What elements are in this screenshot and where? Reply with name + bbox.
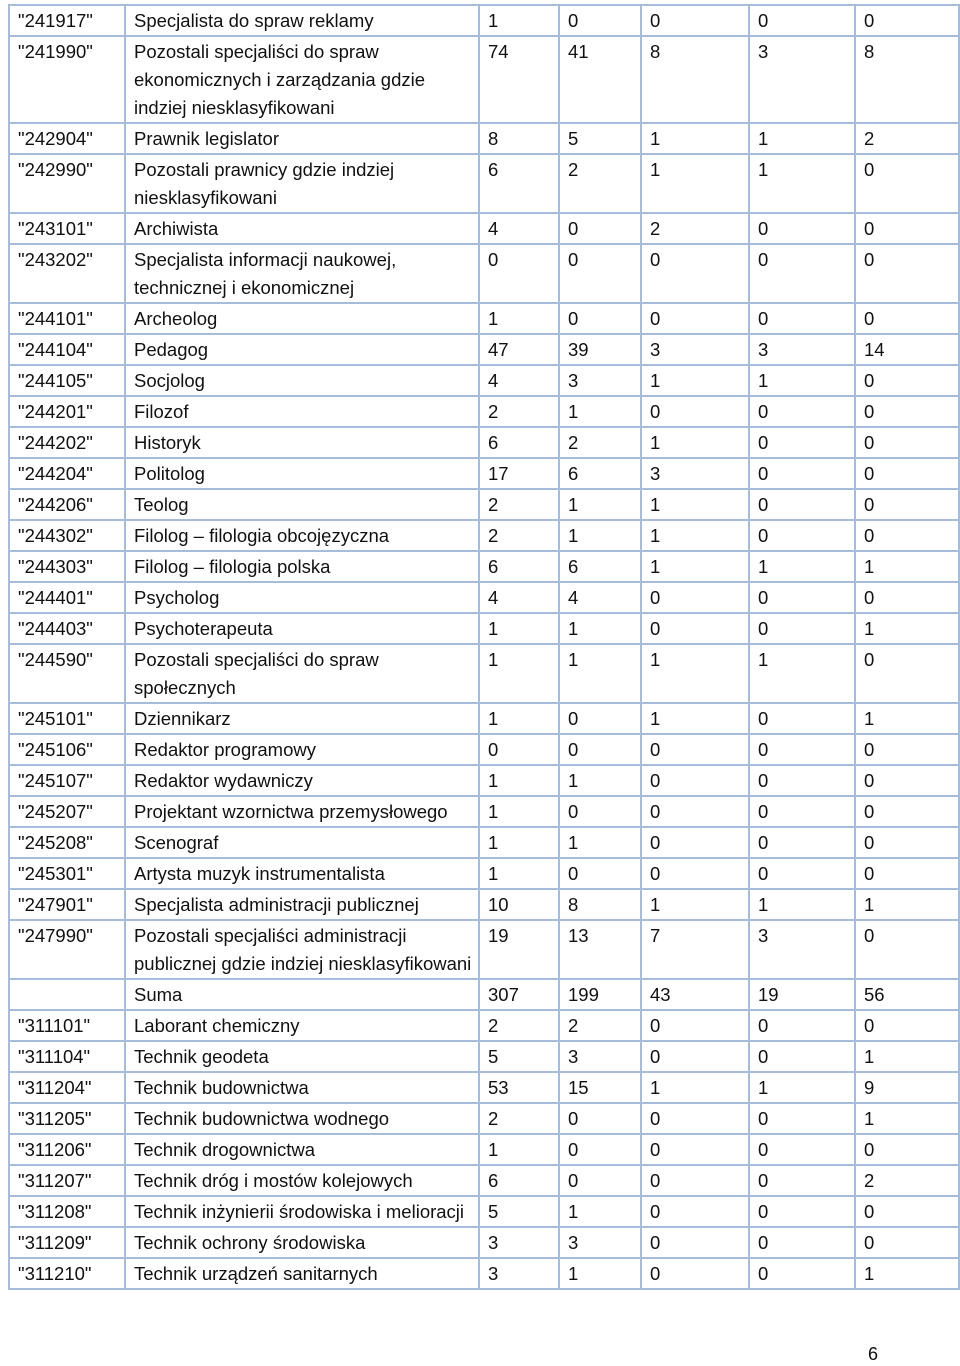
value-cell-col2: 41 <box>559 36 641 123</box>
occupation-code-cell: "244303" <box>9 551 125 582</box>
value-cell-col4: 1 <box>749 365 855 396</box>
table-row <box>9 365 959 396</box>
value-cell-col2: 3 <box>559 1041 641 1072</box>
value-cell-col3: 3 <box>641 334 749 365</box>
occupation-name-cell: Scenograf <box>125 827 479 858</box>
value-cell-col4: 0 <box>749 458 855 489</box>
value-cell-col2: 0 <box>559 858 641 889</box>
value-cell-col4: 0 <box>749 1103 855 1134</box>
value-cell-col4: 0 <box>749 703 855 734</box>
value-cell-col5: 0 <box>855 520 959 551</box>
table-row <box>9 1227 959 1258</box>
occupation-code-cell: "245101" <box>9 703 125 734</box>
value-cell-col1: 1 <box>479 827 559 858</box>
value-cell-col3: 1 <box>641 123 749 154</box>
table-row <box>9 154 959 213</box>
occupation-name-cell: Pozostali specjaliści do spraw społecznych <box>125 644 479 703</box>
table-row <box>9 582 959 613</box>
occupation-name-cell: Technik urządzeń sanitarnych <box>125 1258 479 1289</box>
value-cell-col5: 0 <box>855 458 959 489</box>
value-cell-col1: 5 <box>479 1041 559 1072</box>
value-cell-col1: 6 <box>479 1165 559 1196</box>
value-cell-col1: 307 <box>479 979 559 1010</box>
value-cell-col4: 3 <box>749 920 855 979</box>
value-cell-col1: 3 <box>479 1227 559 1258</box>
occupation-name-cell: Pozostali specjaliści do spraw ekonomicznych i zarządzania gdzie indziej niesklasyfikowani <box>125 36 479 123</box>
value-cell-col2: 0 <box>559 1165 641 1196</box>
occupation-name-cell: Archiwista <box>125 213 479 244</box>
occupation-code-cell: "311208" <box>9 1196 125 1227</box>
occupation-name-cell: Technik inżynierii środowiska i melioracji <box>125 1196 479 1227</box>
occupation-code-cell: "244105" <box>9 365 125 396</box>
value-cell-col5: 1 <box>855 551 959 582</box>
value-cell-col5: 2 <box>855 1165 959 1196</box>
value-cell-col3: 1 <box>641 644 749 703</box>
occupation-code-cell: "244302" <box>9 520 125 551</box>
value-cell-col1: 0 <box>479 244 559 303</box>
value-cell-col1: 2 <box>479 396 559 427</box>
occupation-code-cell: "243202" <box>9 244 125 303</box>
value-cell-col2: 0 <box>559 213 641 244</box>
value-cell-col3: 8 <box>641 36 749 123</box>
value-cell-col4: 1 <box>749 889 855 920</box>
value-cell-col3: 1 <box>641 489 749 520</box>
occupation-code-cell: "311206" <box>9 1134 125 1165</box>
value-cell-col4: 0 <box>749 244 855 303</box>
value-cell-col2: 1 <box>559 396 641 427</box>
occupation-name-cell: Socjolog <box>125 365 479 396</box>
value-cell-col5: 0 <box>855 827 959 858</box>
value-cell-col4: 0 <box>749 796 855 827</box>
value-cell-col3: 0 <box>641 765 749 796</box>
table-row <box>9 703 959 734</box>
value-cell-col3: 0 <box>641 858 749 889</box>
occupation-code-cell: "245107" <box>9 765 125 796</box>
table-row <box>9 1258 959 1289</box>
value-cell-col5: 1 <box>855 1103 959 1134</box>
value-cell-col1: 4 <box>479 365 559 396</box>
value-cell-col4: 0 <box>749 1134 855 1165</box>
value-cell-col1: 2 <box>479 1103 559 1134</box>
value-cell-col2: 1 <box>559 1196 641 1227</box>
table-row <box>9 613 959 644</box>
value-cell-col3: 0 <box>641 613 749 644</box>
occupation-code-cell: "241917" <box>9 5 125 36</box>
value-cell-col1: 10 <box>479 889 559 920</box>
value-cell-col3: 1 <box>641 1072 749 1103</box>
value-cell-col4: 0 <box>749 1227 855 1258</box>
value-cell-col4: 0 <box>749 520 855 551</box>
occupation-table <box>8 4 960 1290</box>
value-cell-col1: 2 <box>479 1010 559 1041</box>
value-cell-col4: 0 <box>749 489 855 520</box>
occupation-name-cell: Projektant wzornictwa przemysłowego <box>125 796 479 827</box>
value-cell-col5: 14 <box>855 334 959 365</box>
value-cell-col5: 0 <box>855 796 959 827</box>
value-cell-col2: 39 <box>559 334 641 365</box>
value-cell-col1: 0 <box>479 734 559 765</box>
value-cell-col4: 1 <box>749 644 855 703</box>
value-cell-col1: 6 <box>479 427 559 458</box>
value-cell-col1: 1 <box>479 858 559 889</box>
value-cell-col3: 0 <box>641 5 749 36</box>
value-cell-col3: 0 <box>641 1103 749 1134</box>
value-cell-col3: 0 <box>641 796 749 827</box>
occupation-code-cell: "242904" <box>9 123 125 154</box>
value-cell-col1: 1 <box>479 5 559 36</box>
value-cell-col5: 1 <box>855 703 959 734</box>
occupation-name-cell: Technik budownictwa <box>125 1072 479 1103</box>
value-cell-col1: 5 <box>479 1196 559 1227</box>
value-cell-col1: 2 <box>479 489 559 520</box>
occupation-name-cell: Redaktor programowy <box>125 734 479 765</box>
occupation-name-cell: Archeolog <box>125 303 479 334</box>
value-cell-col2: 6 <box>559 551 641 582</box>
value-cell-col3: 2 <box>641 213 749 244</box>
table-row <box>9 1072 959 1103</box>
value-cell-col4: 0 <box>749 613 855 644</box>
value-cell-col4: 0 <box>749 858 855 889</box>
table-row <box>9 36 959 123</box>
value-cell-col2: 8 <box>559 889 641 920</box>
value-cell-col3: 0 <box>641 1227 749 1258</box>
value-cell-col4: 0 <box>749 5 855 36</box>
value-cell-col1: 47 <box>479 334 559 365</box>
occupation-name-cell: Pozostali specjaliści administracji publicznej gdzie indziej niesklasyfikowani <box>125 920 479 979</box>
occupation-code-cell: "244204" <box>9 458 125 489</box>
value-cell-col2: 2 <box>559 427 641 458</box>
value-cell-col2: 13 <box>559 920 641 979</box>
occupation-name-cell: Specjalista do spraw reklamy <box>125 5 479 36</box>
value-cell-col4: 1 <box>749 154 855 213</box>
table-row <box>9 303 959 334</box>
table-row <box>9 489 959 520</box>
table-row <box>9 920 959 979</box>
occupation-code-cell: "244206" <box>9 489 125 520</box>
value-cell-col5: 0 <box>855 582 959 613</box>
value-cell-col2: 2 <box>559 1010 641 1041</box>
value-cell-col1: 6 <box>479 154 559 213</box>
value-cell-col5: 0 <box>855 858 959 889</box>
occupation-name-cell: Technik geodeta <box>125 1041 479 1072</box>
value-cell-col5: 0 <box>855 489 959 520</box>
value-cell-col3: 1 <box>641 703 749 734</box>
table-row <box>9 765 959 796</box>
value-cell-col4: 1 <box>749 1072 855 1103</box>
occupation-code-cell: "242990" <box>9 154 125 213</box>
table-row <box>9 1010 959 1041</box>
value-cell-col2: 1 <box>559 1258 641 1289</box>
table-row <box>9 334 959 365</box>
occupation-name-cell: Psycholog <box>125 582 479 613</box>
table-row <box>9 734 959 765</box>
value-cell-col1: 1 <box>479 613 559 644</box>
table-body <box>9 5 959 1289</box>
value-cell-col5: 0 <box>855 365 959 396</box>
value-cell-col5: 0 <box>855 154 959 213</box>
occupation-code-cell: "244590" <box>9 644 125 703</box>
value-cell-col5: 56 <box>855 979 959 1010</box>
value-cell-col2: 2 <box>559 154 641 213</box>
value-cell-col3: 0 <box>641 244 749 303</box>
value-cell-col2: 199 <box>559 979 641 1010</box>
value-cell-col4: 0 <box>749 1165 855 1196</box>
value-cell-col4: 0 <box>749 1041 855 1072</box>
occupation-code-cell: "243101" <box>9 213 125 244</box>
value-cell-col2: 3 <box>559 365 641 396</box>
value-cell-col2: 1 <box>559 765 641 796</box>
occupation-code-cell: "311209" <box>9 1227 125 1258</box>
value-cell-col2: 1 <box>559 520 641 551</box>
value-cell-col5: 9 <box>855 1072 959 1103</box>
value-cell-col1: 8 <box>479 123 559 154</box>
occupation-code-cell: "241990" <box>9 36 125 123</box>
value-cell-col4: 0 <box>749 582 855 613</box>
value-cell-col4: 3 <box>749 36 855 123</box>
value-cell-col3: 0 <box>641 1258 749 1289</box>
value-cell-col5: 0 <box>855 1010 959 1041</box>
occupation-code-cell: "244101" <box>9 303 125 334</box>
value-cell-col3: 1 <box>641 551 749 582</box>
value-cell-col1: 1 <box>479 765 559 796</box>
value-cell-col5: 0 <box>855 765 959 796</box>
value-cell-col5: 0 <box>855 303 959 334</box>
occupation-code-cell: "245207" <box>9 796 125 827</box>
value-cell-col3: 1 <box>641 889 749 920</box>
occupation-code-cell: "245301" <box>9 858 125 889</box>
value-cell-col1: 17 <box>479 458 559 489</box>
value-cell-col2: 4 <box>559 582 641 613</box>
occupation-code-cell: "244202" <box>9 427 125 458</box>
occupation-code-cell: "311205" <box>9 1103 125 1134</box>
value-cell-col4: 0 <box>749 1010 855 1041</box>
occupation-name-cell: Filolog – filologia polska <box>125 551 479 582</box>
occupation-code-cell: "245106" <box>9 734 125 765</box>
value-cell-col5: 0 <box>855 5 959 36</box>
value-cell-col3: 0 <box>641 1165 749 1196</box>
value-cell-col4: 0 <box>749 734 855 765</box>
value-cell-col4: 1 <box>749 123 855 154</box>
value-cell-col4: 1 <box>749 551 855 582</box>
table-row <box>9 644 959 703</box>
value-cell-col2: 1 <box>559 827 641 858</box>
table-row <box>9 520 959 551</box>
page-number: 6 <box>867 1344 878 1364</box>
value-cell-col1: 3 <box>479 1258 559 1289</box>
table-row <box>9 1041 959 1072</box>
value-cell-col5: 0 <box>855 244 959 303</box>
value-cell-col3: 0 <box>641 303 749 334</box>
value-cell-col5: 0 <box>855 1134 959 1165</box>
value-cell-col3: 0 <box>641 1041 749 1072</box>
value-cell-col5: 2 <box>855 123 959 154</box>
value-cell-col5: 0 <box>855 427 959 458</box>
value-cell-col4: 3 <box>749 334 855 365</box>
occupation-name-cell: Technik ochrony środowiska <box>125 1227 479 1258</box>
occupation-code-cell: "244201" <box>9 396 125 427</box>
value-cell-col4: 0 <box>749 1258 855 1289</box>
table-row <box>9 858 959 889</box>
table-row <box>9 427 959 458</box>
table-row <box>9 213 959 244</box>
value-cell-col5: 8 <box>855 36 959 123</box>
value-cell-col5: 0 <box>855 1227 959 1258</box>
value-cell-col3: 43 <box>641 979 749 1010</box>
value-cell-col1: 4 <box>479 213 559 244</box>
value-cell-col5: 0 <box>855 213 959 244</box>
value-cell-col1: 2 <box>479 520 559 551</box>
occupation-name-cell: Artysta muzyk instrumentalista <box>125 858 479 889</box>
value-cell-col2: 0 <box>559 303 641 334</box>
value-cell-col2: 0 <box>559 703 641 734</box>
value-cell-col1: 74 <box>479 36 559 123</box>
value-cell-col3: 3 <box>641 458 749 489</box>
occupation-code-cell <box>9 979 125 1010</box>
occupation-code-cell: "244104" <box>9 334 125 365</box>
table-row <box>9 1134 959 1165</box>
table-row <box>9 1103 959 1134</box>
value-cell-col4: 0 <box>749 1196 855 1227</box>
value-cell-col4: 0 <box>749 303 855 334</box>
occupation-name-cell: Filozof <box>125 396 479 427</box>
value-cell-col5: 0 <box>855 1196 959 1227</box>
value-cell-col3: 0 <box>641 827 749 858</box>
table-row <box>9 889 959 920</box>
value-cell-col3: 0 <box>641 582 749 613</box>
value-cell-col2: 1 <box>559 644 641 703</box>
value-cell-col4: 0 <box>749 427 855 458</box>
value-cell-col5: 0 <box>855 644 959 703</box>
occupation-name-cell: Filolog – filologia obcojęzyczna <box>125 520 479 551</box>
occupation-name-cell: Prawnik legislator <box>125 123 479 154</box>
table-row <box>9 827 959 858</box>
value-cell-col2: 1 <box>559 613 641 644</box>
occupation-name-cell: Historyk <box>125 427 479 458</box>
value-cell-col1: 1 <box>479 796 559 827</box>
value-cell-col5: 1 <box>855 1258 959 1289</box>
table-row <box>9 551 959 582</box>
value-cell-col2: 6 <box>559 458 641 489</box>
occupation-name-cell: Pedagog <box>125 334 479 365</box>
value-cell-col2: 0 <box>559 244 641 303</box>
occupation-name-cell: Pozostali prawnicy gdzie indziej niesklasyfikowani <box>125 154 479 213</box>
value-cell-col4: 0 <box>749 396 855 427</box>
value-cell-col3: 0 <box>641 1196 749 1227</box>
table-row <box>9 396 959 427</box>
occupation-code-cell: "311210" <box>9 1258 125 1289</box>
value-cell-col1: 1 <box>479 703 559 734</box>
occupation-code-cell: "247990" <box>9 920 125 979</box>
value-cell-col4: 19 <box>749 979 855 1010</box>
occupation-name-cell: Suma <box>125 979 479 1010</box>
value-cell-col4: 0 <box>749 213 855 244</box>
value-cell-col1: 19 <box>479 920 559 979</box>
occupation-code-cell: "311101" <box>9 1010 125 1041</box>
occupation-name-cell: Redaktor wydawniczy <box>125 765 479 796</box>
occupation-name-cell: Psychoterapeuta <box>125 613 479 644</box>
table-row <box>9 458 959 489</box>
value-cell-col1: 4 <box>479 582 559 613</box>
occupation-code-cell: "311204" <box>9 1072 125 1103</box>
occupation-code-cell: "247901" <box>9 889 125 920</box>
table-row <box>9 123 959 154</box>
table-row <box>9 5 959 36</box>
value-cell-col5: 1 <box>855 889 959 920</box>
occupation-name-cell: Technik budownictwa wodnego <box>125 1103 479 1134</box>
value-cell-col2: 0 <box>559 5 641 36</box>
value-cell-col3: 0 <box>641 1010 749 1041</box>
table-row <box>9 979 959 1010</box>
value-cell-col2: 0 <box>559 1134 641 1165</box>
value-cell-col5: 0 <box>855 734 959 765</box>
occupation-code-cell: "311207" <box>9 1165 125 1196</box>
value-cell-col3: 1 <box>641 154 749 213</box>
value-cell-col3: 0 <box>641 734 749 765</box>
occupation-name-cell: Technik dróg i mostów kolejowych <box>125 1165 479 1196</box>
table-row <box>9 1165 959 1196</box>
value-cell-col5: 1 <box>855 1041 959 1072</box>
occupation-name-cell: Dziennikarz <box>125 703 479 734</box>
table-row <box>9 1196 959 1227</box>
occupation-code-cell: "244403" <box>9 613 125 644</box>
value-cell-col2: 0 <box>559 734 641 765</box>
value-cell-col5: 1 <box>855 613 959 644</box>
value-cell-col2: 1 <box>559 489 641 520</box>
occupation-name-cell: Politolog <box>125 458 479 489</box>
occupation-name-cell: Specjalista informacji naukowej, technicznej i ekonomicznej <box>125 244 479 303</box>
value-cell-col1: 53 <box>479 1072 559 1103</box>
occupation-code-cell: "311104" <box>9 1041 125 1072</box>
occupation-code-cell: "244401" <box>9 582 125 613</box>
value-cell-col5: 0 <box>855 396 959 427</box>
value-cell-col3: 0 <box>641 1134 749 1165</box>
value-cell-col1: 1 <box>479 303 559 334</box>
occupation-name-cell: Teolog <box>125 489 479 520</box>
value-cell-col2: 3 <box>559 1227 641 1258</box>
value-cell-col4: 0 <box>749 827 855 858</box>
value-cell-col2: 5 <box>559 123 641 154</box>
value-cell-col1: 6 <box>479 551 559 582</box>
table-row <box>9 796 959 827</box>
occupation-name-cell: Laborant chemiczny <box>125 1010 479 1041</box>
value-cell-col5: 0 <box>855 920 959 979</box>
occupation-code-cell: "245208" <box>9 827 125 858</box>
value-cell-col3: 1 <box>641 520 749 551</box>
value-cell-col1: 1 <box>479 1134 559 1165</box>
value-cell-col2: 0 <box>559 1103 641 1134</box>
value-cell-col1: 1 <box>479 644 559 703</box>
value-cell-col2: 0 <box>559 796 641 827</box>
value-cell-col2: 15 <box>559 1072 641 1103</box>
occupation-name-cell: Technik drogownictwa <box>125 1134 479 1165</box>
occupation-name-cell: Specjalista administracji publicznej <box>125 889 479 920</box>
value-cell-col4: 0 <box>749 765 855 796</box>
value-cell-col3: 7 <box>641 920 749 979</box>
value-cell-col3: 1 <box>641 365 749 396</box>
value-cell-col3: 1 <box>641 427 749 458</box>
value-cell-col3: 0 <box>641 396 749 427</box>
table-row <box>9 244 959 303</box>
